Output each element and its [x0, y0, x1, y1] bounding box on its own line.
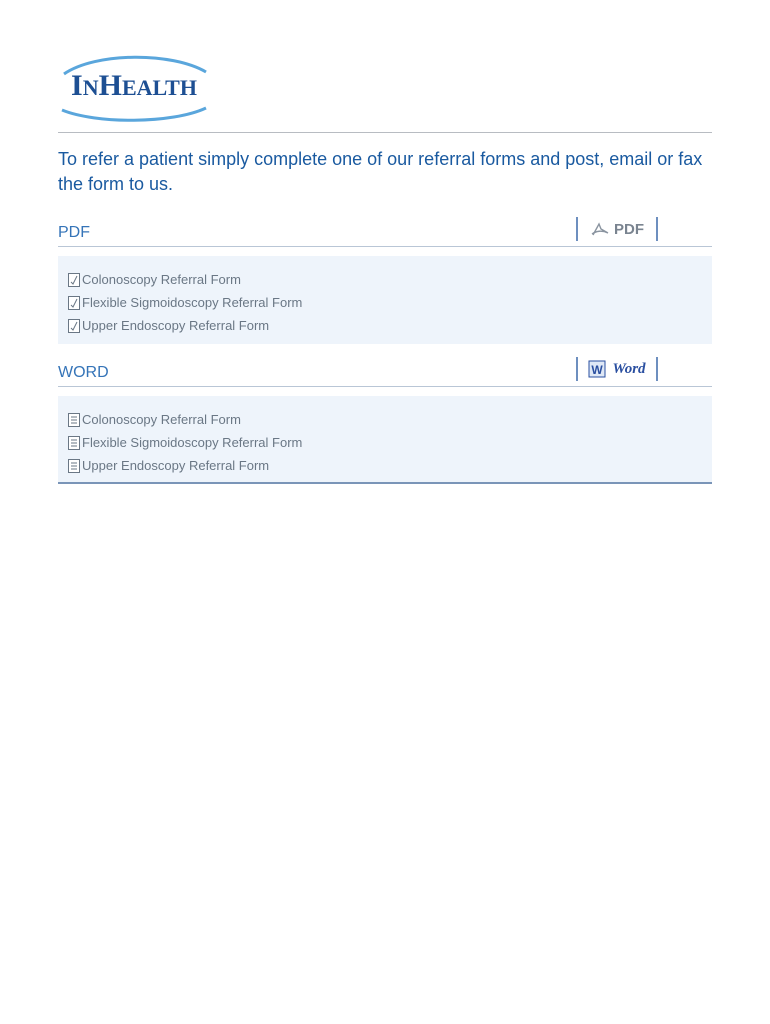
word-document-icon [68, 459, 80, 473]
header-divider [58, 132, 712, 133]
word-badge [576, 357, 658, 381]
footer-divider [58, 482, 712, 484]
pdf-forms-panel [58, 256, 712, 344]
colonoscopy-pdf-link[interactable]: Colonoscopy Referral Form [82, 272, 241, 287]
list-item[interactable] [68, 314, 712, 337]
pdf-document-icon [68, 273, 80, 287]
endoscopy-word-link[interactable]: Upper Endoscopy Referral Form [82, 458, 270, 473]
pdf-forms-list [58, 256, 712, 337]
word-section-header [58, 362, 712, 387]
sigmoidoscopy-pdf-link[interactable]: Flexible Sigmoidoscopy Referral Form [82, 295, 303, 310]
colonoscopy-word-link[interactable]: Colonoscopy Referral Form [82, 412, 241, 427]
pdf-section-header [58, 222, 712, 247]
inhealth-logo [56, 50, 212, 122]
list-item[interactable] [68, 454, 712, 477]
pdf-badge-label: PDF [614, 220, 644, 238]
word-document-icon [68, 436, 80, 450]
list-item[interactable] [68, 431, 712, 454]
word-forms-list [58, 396, 712, 477]
sigmoidoscopy-word-link[interactable]: Flexible Sigmoidoscopy Referral Form [82, 435, 303, 450]
pdf-badge [576, 217, 658, 241]
list-item[interactable] [68, 408, 712, 431]
word-forms-panel [58, 396, 712, 482]
list-item[interactable] [68, 268, 712, 291]
endoscopy-pdf-link[interactable]: Upper Endoscopy Referral Form [82, 318, 270, 333]
pdf-section-title: PDF [58, 224, 90, 241]
svg-text:W: W [591, 363, 604, 377]
intro-text: To refer a patient simply complete one of our referral forms and post, email or fax the form to us. [58, 149, 703, 194]
pdf-document-icon [68, 319, 80, 333]
word-section-title: WORD [58, 364, 109, 381]
word-document-icon [68, 413, 80, 427]
pdf-document-icon [68, 296, 80, 310]
acrobat-icon [590, 221, 610, 237]
word-icon [588, 360, 608, 378]
word-badge-label: Word [612, 360, 646, 377]
logo-wordmark: INHEALTH [71, 69, 197, 102]
list-item[interactable] [68, 291, 712, 314]
